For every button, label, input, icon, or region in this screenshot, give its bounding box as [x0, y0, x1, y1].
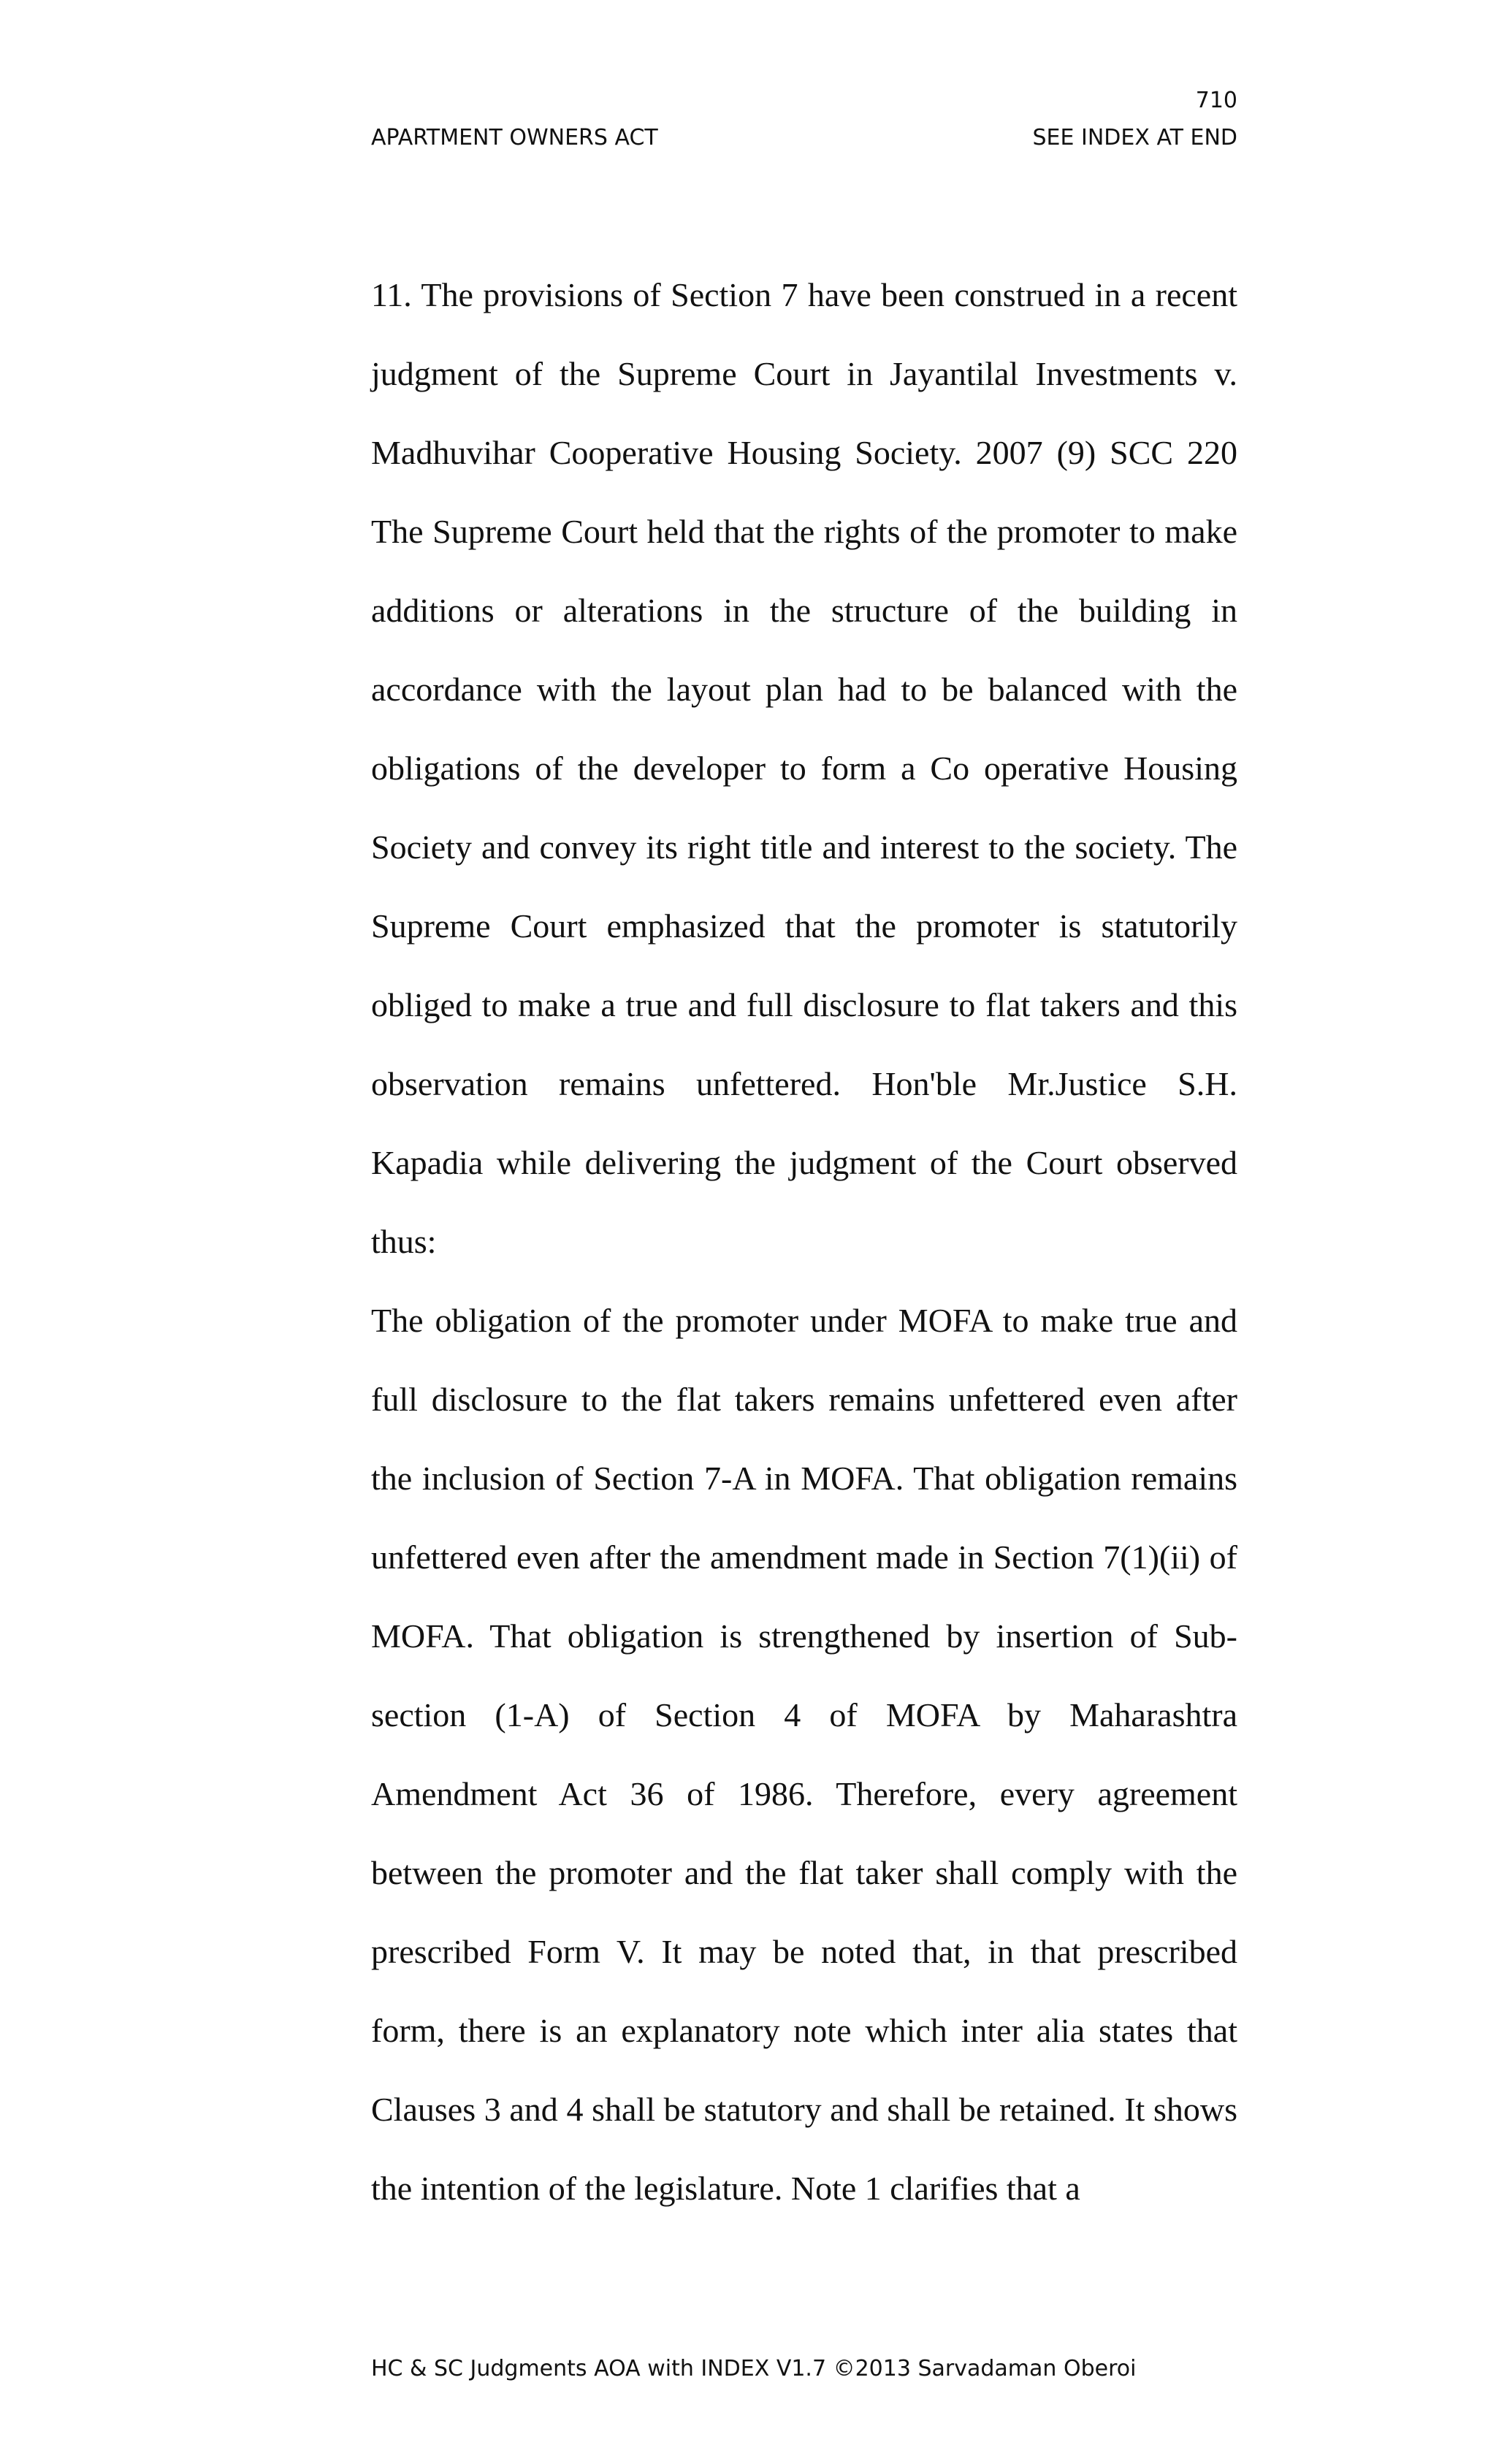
page-number: 710	[1195, 88, 1237, 113]
page-footer: HC & SC Judgments AOA with INDEX V1.7 ©2013 Sarvadaman Oberoi	[371, 2356, 1137, 2381]
paragraph-section-11: 11. The provisions of Section 7 have been construed in a recent judgment of the Supreme Court in Jayantilal Investments v. Madhuvihar Cooperative Housing Society. 2007 (9) SCC 220 The Supreme Court held that the rights of the promoter to make additions or alterations in the structure of the building in accordance with the layout plan had to be balanced with the obligations of the developer to form a Co operative Housing Society and convey its right title and interest to the society. The Supreme Court emphasized that the promoter is statutorily obliged to make a true and full disclosure to flat takers and this observation remains unfettered. Hon'ble Mr.Justice S.H. Kapadia while delivering the judgment of the Court observed thus:	[371, 276, 1237, 1260]
header-title: APARTMENT OWNERS ACT	[371, 125, 658, 150]
paragraph-quoted-judgment: The obligation of the promoter under MOFA to make true and full disclosure to the flat takers remains unfettered even after the inclusion of Section 7-A in MOFA. That obligation remains unfettered even after the amendment made in Section 7(1)(ii) of MOFA. That obligation is strengthened by insertion of Sub-section (1-A) of Section 4 of MOFA by Maharashtra Amendment Act 36 of 1986. Therefore, every agreement between the promoter and the flat taker shall comply with the prescribed Form V. It may be noted that, in that prescribed form, there is an explanatory note which inter alia states that Clauses 3 and 4 shall be statutory and shall be retained. It shows the intention of the legislature. Note 1 clarifies that a	[371, 1302, 1237, 2207]
document-body	[371, 256, 1237, 2228]
header-index-note: SEE INDEX AT END	[1032, 125, 1237, 150]
running-header	[371, 121, 1237, 155]
